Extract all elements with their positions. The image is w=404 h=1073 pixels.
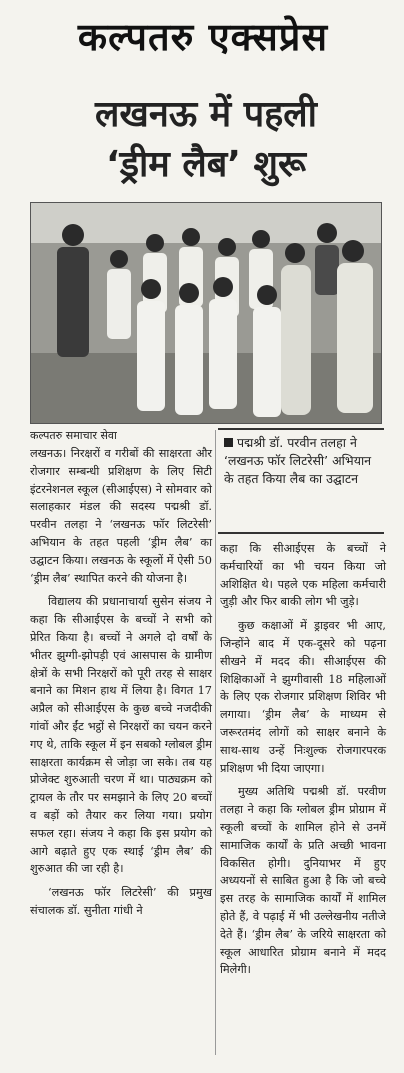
article-paragraph: मुख्य अतिथि पद्मश्री डॉ. परवीण तलहा ने कहा कि ग्लोबल ड्रीम प्रोग्राम में स्कूली बच्चों के शामिल होने से उनमें सामाजिक कार्यों के प्रति अच्छी भावना विकसित होगी। दुनियाभर में हुए अध्ययनों से साबित हुआ है कि जो बच्चे इस तरह के सामाजिक कार्यों में शामिल होते हैं, वे पढ़ाई में भी उल्लेखनीय नतीजे देते हैं। ‘ड्रीम लैब’ के जरिये साक्षरता को स्कूल आधारित प्रोग्राम बनाने में मदद मिलेगी। (220, 785, 386, 977)
article-paragraph: कहा कि सीआईएस के बच्चों ने कर्मचारियों का भी चयन किया जो अशिक्षित थे। पहले एक महिला कर्मचारी जुड़ी और फिर बाकी लोग भी जुड़े। (220, 542, 386, 609)
article-paragraph: ‘लखनऊ फॉर लिटरेसी’ की प्रमुख संचालक डॉ. सुनीता गांधी ने (30, 886, 212, 917)
article-paragraph: विद्यालय की प्रधानाचार्या सुसेन संजय ने कहा कि सीआईएस के बच्चों ने सभी को प्रेरित किया है। बच्चों ने अगले दो वर्षों के भीतर झुग्गी-झोपड़ी एवं आसपास के ग्रामीण क्षेत्रों के सभी निरक्षरों को पूरी तरह से साक्षर बनाने का मिशन हाथ में लिया है। विगत 17 अप्रैल को सीआईएस के कुछ बच्चे नजदीकी गांवों और ईंट भट्ठों से निरक्षरों का चयन करने गए थे, ताकि स्कूल में इन सबको ग्लोबल ड्रीम साक्षरता कार्यक्रम से जोड़ा जा सके। तब यह प्रोजेक्ट शुरुआती चरण में था। पाठ्यक्रम को ट्रायल के तौर पर समझाने के लिए 20 बच्चों व बड़ों को तैयार कर लिया गया। प्रयोग सफल रहा। संजय ने कहा कि इस प्रयोग को आगे बढ़ाते हुए एक स्थाई ‘ड्रीम लैब’ की शुरुआत की जा रही है। (30, 595, 212, 876)
headline-line-1: लखनऊ में पहली (95, 94, 317, 135)
article-paragraph: कुछ कक्षाओं में ड्राइवर भी आए, जिन्होंने बाद में एक-दूसरे को पढ़ना सीखने में मदद की। सीआईएस की शिक्षिकाओं ने झुग्गीवासी 18 महिलाओं के लिए एक रोजगार प्रशिक्षण शिविर भी लगाया। ‘ड्रीम लैब’ के माध्यम से जरूरतमंद लोगों को साक्षर बनाने के साथ-साथ उन्हें निःशुल्क रोजगारपरक प्रशिक्षण भी दिया जाएगा। (220, 619, 386, 775)
newspaper-masthead: कल्पतरु एक्सप्रेस (77, 15, 329, 59)
article-column-left (30, 445, 212, 1060)
article-column-right (220, 540, 386, 1055)
article-paragraph: लखनऊ। निरक्षरों व गरीबों की साक्षरता और रोजगार सम्बन्धी प्रशिक्षण के लिए सिटी इंटरनेशनल स्कूल (सीआईएस) ने सोमवार को सलाहकार मंडल की सदस्य पद्मश्री डॉ. परवीन तलहा ने ‘लखनऊ फॉर लिटरेसी’ अभियान के तहत पहली ‘ड्रीम लैब’ का उद्घाटन किया। लखनऊ के स्कूलों में ऐसी 50 ‘ड्रीम लैब’ स्थापित करने की योजना है। (30, 447, 212, 585)
article-headline (28, 90, 384, 190)
group-photo (30, 202, 382, 424)
column-divider (215, 430, 216, 1055)
pull-quote (218, 428, 384, 534)
headline-line-2: ‘ड्रीम लैब’ शुरू (106, 144, 306, 185)
pull-quote-text: पद्मश्री डॉ. परवीन तलहा ने ‘लखनऊ फॉर लिटरेसी’ अभियान के तहत किया लैब का उद्घाटन (224, 435, 372, 486)
news-credit: कल्पतरु समाचार सेवा (30, 429, 117, 442)
square-bullet-icon (224, 438, 233, 447)
group-photo-icon (31, 203, 382, 424)
